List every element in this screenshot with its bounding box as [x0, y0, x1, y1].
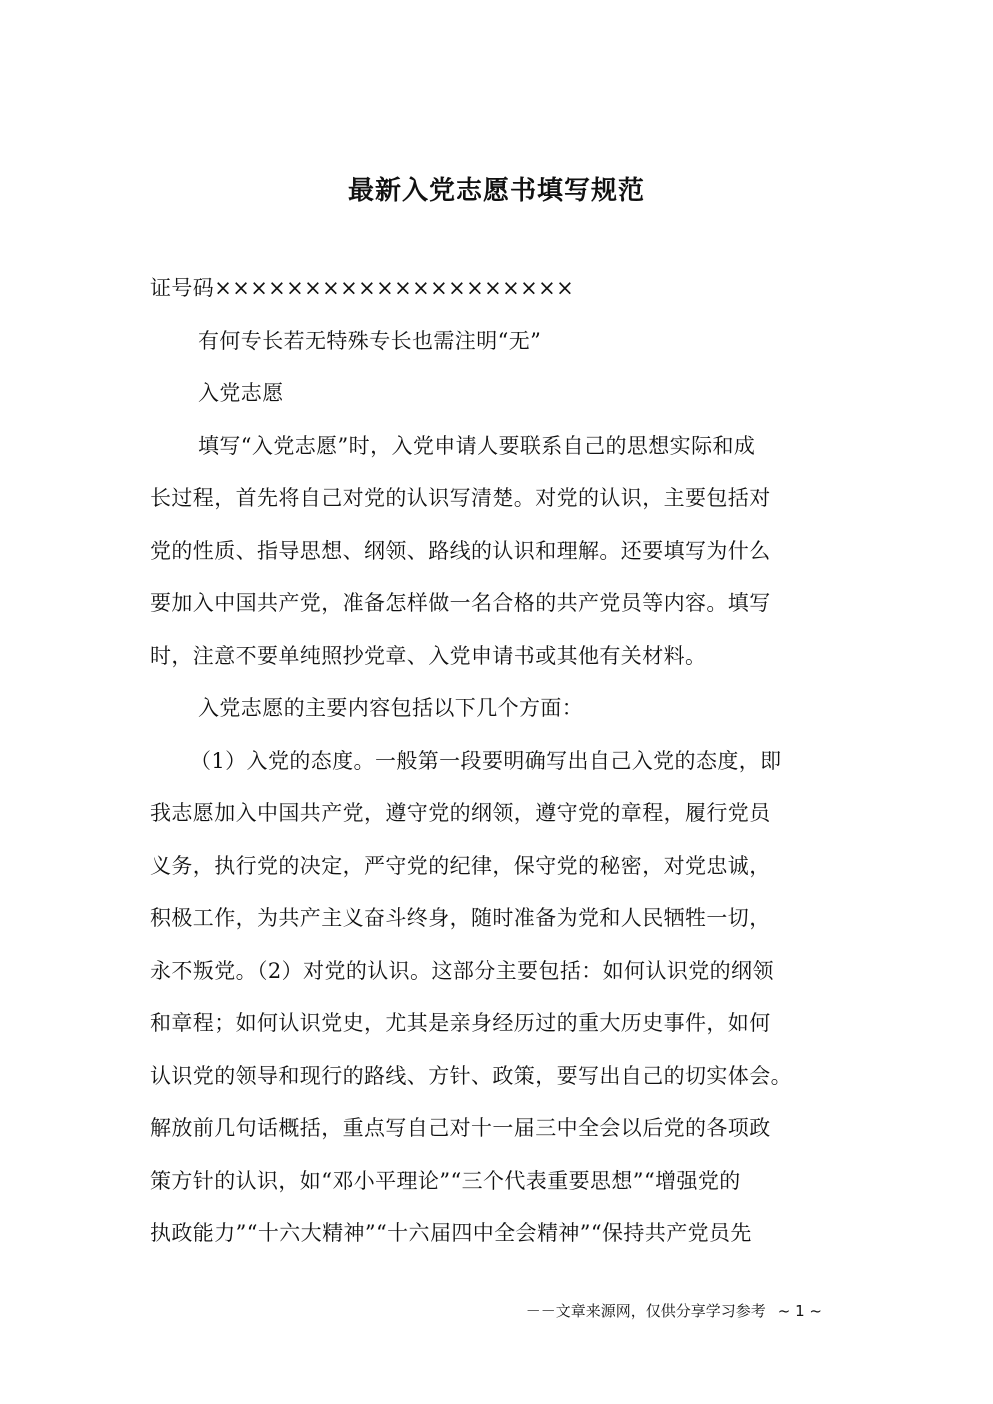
paragraph-line: 策方针的认识，如“邓小平理论”“三个代表重要思想”“增强党的	[150, 1168, 741, 1193]
page-number: ~ 1 ~	[777, 1302, 822, 1320]
paragraph-line: 和章程；如何认识党史，尤其是亲身经历过的重大历史事件，如何	[150, 1011, 771, 1035]
paragraph-line: 要加入中国共产党，准备怎样做一名合格的共产党员等内容。填写	[150, 591, 771, 615]
paragraph-line: 入党志愿的主要内容包括以下几个方面：	[198, 696, 584, 720]
document-title: 最新入党志愿书填写规范	[347, 176, 645, 206]
paragraph-line: （1）入党的态度。一般第一段要明确写出自己入党的态度，即	[190, 748, 782, 773]
paragraph-line: 永不叛党。（2）对党的认识。这部分主要包括：如何认识党的纲领	[150, 958, 774, 983]
paragraph-line: 执政能力”“十六大精神”“十六届四中全会精神”“保持共产党员先	[150, 1221, 752, 1245]
specialty-line: 有何专长若无特殊专长也需注明“无”	[198, 328, 542, 353]
document-body	[150, 262, 840, 1260]
paragraph-line: 填写“入党志愿”时，入党申请人要联系自己的思想实际和成	[198, 433, 756, 458]
paragraph-line: 长过程，首先将自己对党的认识写清楚。对党的认识，主要包括对	[150, 486, 771, 510]
paragraph-line: 认识党的领导和现行的路线、方针、政策，要写出自己的切实体会。	[150, 1063, 792, 1088]
paragraph-line: 时，注意不要单纯照抄党章、入党申请书或其他有关材料。	[150, 643, 707, 668]
paragraph-line: 我志愿加入中国共产党，遵守党的纲领，遵守党的章程，履行党员	[150, 801, 771, 825]
id-number-line: 证号码××××××××××××××××××××	[150, 276, 575, 300]
paragraph-line: 解放前几句话概括，重点写自己对十一届三中全会以后党的各项政	[150, 1116, 771, 1140]
paragraph-line: 党的性质、指导思想、纲领、路线的认识和理解。还要填写为什么	[150, 538, 771, 563]
footer-source-note: －－文章来源网，仅供分享学习参考	[525, 1302, 766, 1320]
section-heading: 入党志愿	[198, 381, 284, 405]
paragraph-line: 积极工作，为共产主义奋斗终身，随时准备为党和人民牺牲一切，	[150, 906, 771, 930]
page-footer	[0, 1300, 822, 1321]
paragraph-line: 义务，执行党的决定，严守党的纪律，保守党的秘密，对党忠诚，	[150, 853, 771, 878]
